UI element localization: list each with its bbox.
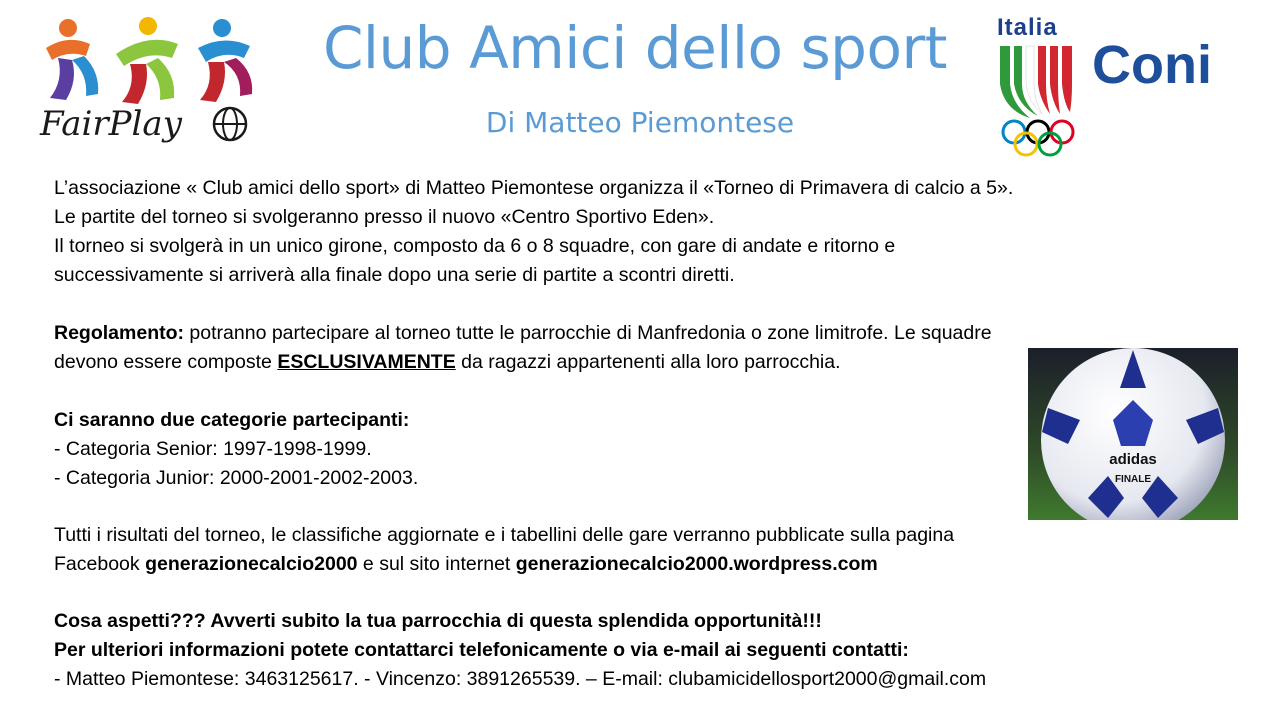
- contact-info: Per ulteriori informazioni potete contattarci telefonicamente o via e-mail ai seguenti contatti:: [54, 639, 909, 661]
- categories-section: [54, 406, 418, 493]
- category-item: - Categoria Junior: 2000-2001-2002-2003.: [54, 467, 419, 489]
- page-subtitle: Di Matteo Piemontese: [485, 106, 795, 139]
- contact-section: [54, 607, 986, 694]
- olympic-rings-icon: [1003, 121, 1073, 155]
- categories-heading: Ci saranno due categorie partecipanti:: [54, 409, 410, 431]
- rules-paragraph: [54, 319, 992, 377]
- rules-line-1: [54, 319, 992, 348]
- contact-callout: Cosa aspetti??? Avverti subito la tua parrocchia di questa splendida opportunità!!!: [54, 610, 822, 632]
- results-paragraph: [54, 521, 954, 579]
- results-text: e sul sito internet: [357, 553, 516, 575]
- page-title: Club Amici dello sport: [322, 14, 948, 82]
- coni-tricolor-icon: [1000, 46, 1072, 118]
- rules-line-2: [54, 348, 992, 377]
- fairplay-figures-icon: [38, 14, 258, 114]
- facebook-page-name: generazionecalcio2000: [145, 553, 358, 575]
- rules-text: da ragazzi appartenenti alla loro parrocchia.: [455, 351, 841, 373]
- ball-brand: adidas: [1109, 451, 1157, 468]
- rules-emphasis: ESCLUSIVAMENTE: [277, 351, 456, 373]
- ball-model: FINALE: [1114, 474, 1152, 485]
- intro-paragraph: [54, 174, 1013, 290]
- results-text: Facebook: [54, 553, 146, 575]
- globe-icon: [210, 104, 250, 144]
- rules-text: devono essere composte: [54, 351, 278, 373]
- football-image: [1028, 348, 1238, 520]
- results-line: Tutti i risultati del torneo, le classifiche aggiornate e i tabellini delle gare verranno pubblicate sulla pagina: [54, 524, 955, 546]
- rules-label: Regolamento:: [54, 322, 185, 344]
- coni-logo-text: Coni: [1092, 35, 1212, 95]
- rules-text: potranno partecipare al torneo tutte le parrocchie di Manfredonia o zone limitrofe. Le squadre: [184, 322, 992, 344]
- intro-line: successivamente si arriverà alla finale dopo una serie di partite a scontri diretti.: [54, 264, 735, 286]
- results-line-2: [54, 550, 954, 579]
- intro-line: L’associazione « Club amici dello sport» di Matteo Piemontese organizza il «Torneo di Primavera di calcio a 5».: [54, 177, 1014, 199]
- fairplay-logo-text: FairPlay: [40, 104, 182, 144]
- coni-italia-text: Italia: [997, 14, 1058, 41]
- contact-details: - Matteo Piemontese: 3463125617. - Vincenzo: 3891265539. – E-mail: clubamicidellosport2000@gmail.com: [54, 668, 987, 690]
- website-link: generazionecalcio2000.wordpress.com: [515, 553, 878, 575]
- category-item: - Categoria Senior: 1997-1998-1999.: [54, 438, 372, 460]
- intro-line: Le partite del torneo si svolgeranno presso il nuovo «Centro Sportivo Eden».: [54, 206, 715, 228]
- intro-line: Il torneo si svolgerà in un unico girone, composto da 6 o 8 squadre, con gare di andate e ritorno e: [54, 235, 896, 257]
